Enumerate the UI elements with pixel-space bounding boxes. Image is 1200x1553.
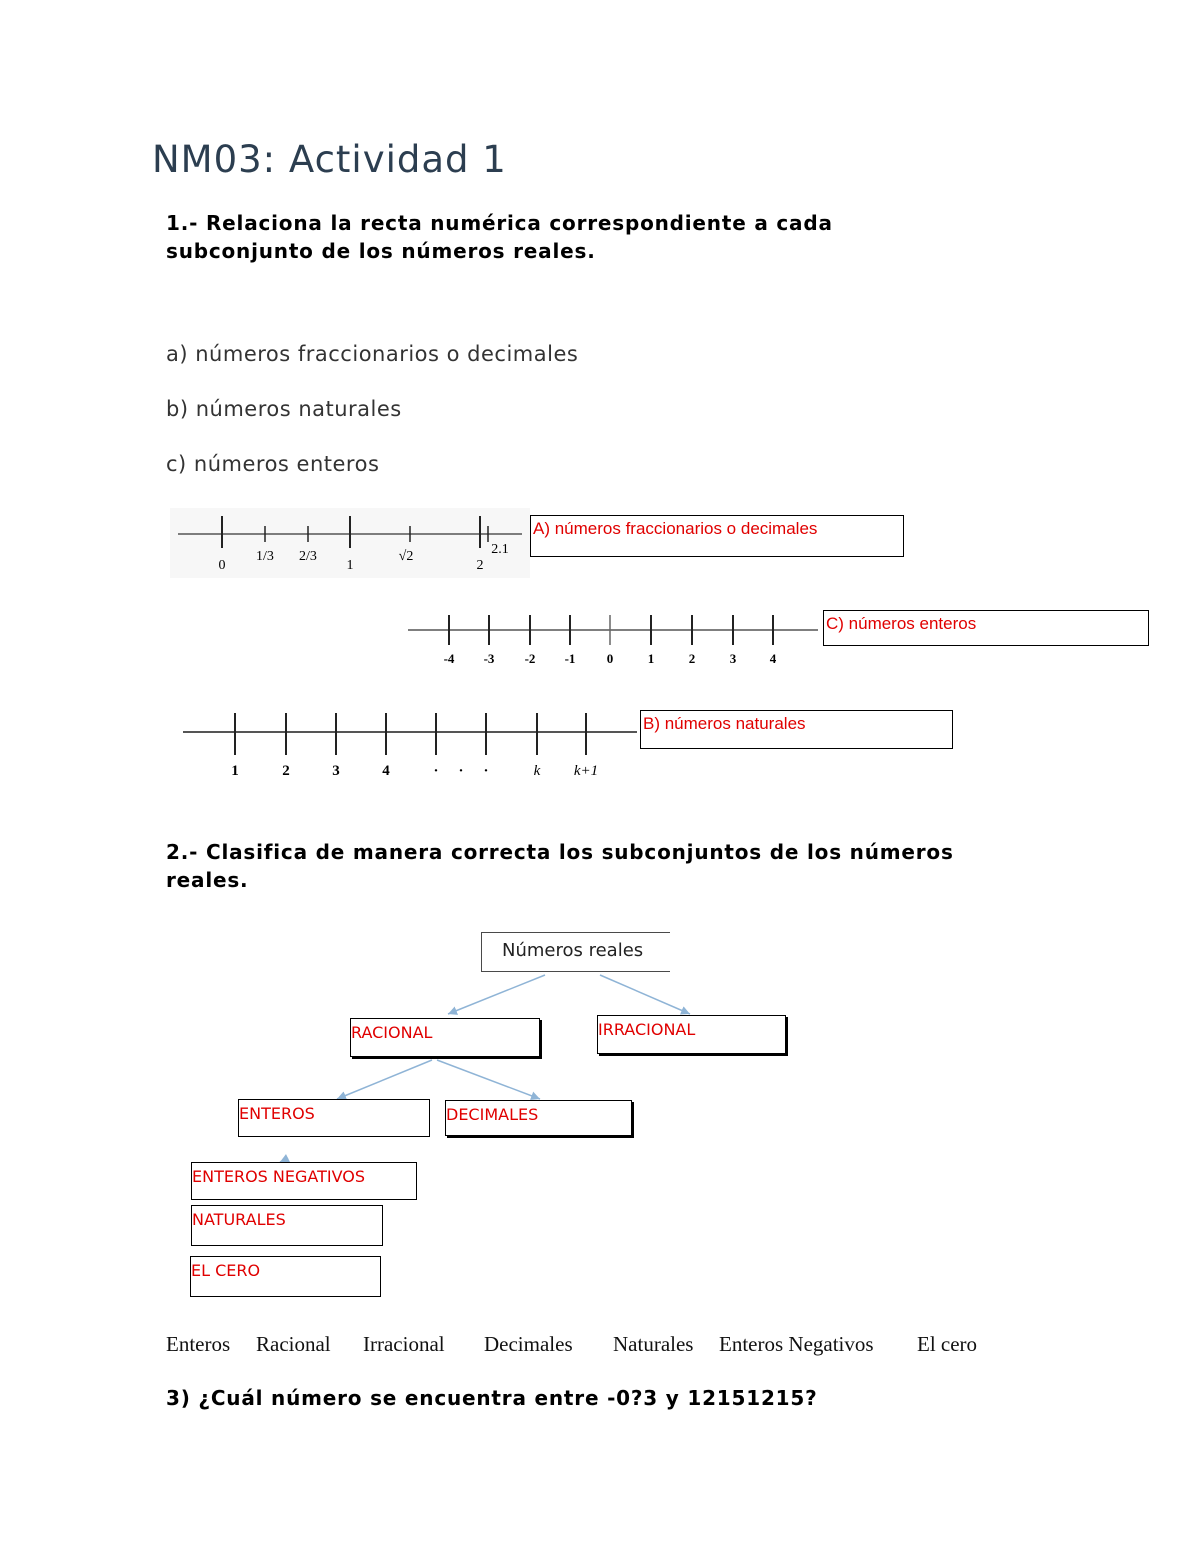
- option-a: a) números fraccionarios o decimales: [166, 342, 579, 366]
- tree-el-cero-label: EL CERO: [191, 1261, 261, 1280]
- tree-box-el-cero[interactable]: [190, 1256, 381, 1297]
- tick-label: 2: [476, 558, 484, 573]
- tick-label: 0: [218, 558, 226, 573]
- tick-label: 4: [769, 651, 777, 666]
- question-3: 3) ¿Cuál número se encuentra entre -0?3 y 12151215?: [166, 1386, 818, 1410]
- tree-box-decimales[interactable]: [445, 1100, 632, 1136]
- tree-root: [481, 932, 670, 972]
- tick-label: 2/3: [299, 549, 317, 564]
- tick-label: 3: [332, 763, 340, 779]
- option-b: b) números naturales: [166, 397, 402, 421]
- tick-label: -1: [564, 651, 576, 666]
- tick-label: 2.1: [491, 542, 509, 557]
- option-c: c) números enteros: [166, 452, 380, 476]
- tick-label: 3: [729, 651, 737, 666]
- tick-label: -4: [443, 651, 455, 666]
- tick-label: 2: [688, 651, 696, 666]
- question-1-line-1: 1.- Relaciona la recta numérica correspondiente a cada: [166, 211, 833, 235]
- tick-label: 1: [346, 558, 354, 573]
- word-bank: [0, 1332, 1200, 1362]
- tick-label: 4: [382, 763, 390, 779]
- word-bank-item: Irracional: [363, 1332, 445, 1356]
- tick-label: ·: [483, 763, 489, 779]
- tree-enteros-label: ENTEROS: [239, 1104, 315, 1123]
- tree-irracional-label: IRRACIONAL: [598, 1020, 696, 1039]
- word-bank-item: Racional: [256, 1332, 331, 1356]
- tick-label: 1: [647, 651, 655, 666]
- tick-label: 2: [282, 763, 290, 779]
- tree-enteros-negativos-label: ENTEROS NEGATIVOS: [192, 1167, 365, 1186]
- tick-label: k+1: [573, 763, 599, 779]
- tick-label: ·: [433, 763, 439, 779]
- page-title: NM03: Actividad 1: [152, 138, 507, 181]
- tree-box-enteros[interactable]: [238, 1099, 430, 1137]
- tick-label: 0: [606, 651, 614, 666]
- tick-label: 1: [231, 763, 239, 779]
- tick-label: -2: [524, 651, 536, 666]
- tree-root-label: Números reales: [502, 940, 644, 961]
- word-bank-item: Naturales: [613, 1332, 694, 1356]
- question-1-line-2: subconjunto de los números reales.: [166, 239, 596, 263]
- tree-decimales-label: DECIMALES: [446, 1105, 539, 1124]
- word-bank-item: El cero: [917, 1332, 978, 1356]
- question-2-line-1: 2.- Clasifica de manera correcta los subconjuntos de los números: [166, 840, 954, 864]
- question-2-line-2: reales.: [166, 868, 249, 892]
- tree-racional-label: RACIONAL: [351, 1023, 433, 1042]
- answer-b-text: B) números naturales: [643, 714, 806, 733]
- word-bank-item: Decimales: [484, 1332, 573, 1356]
- word-bank-item: Enteros Negativos: [719, 1332, 874, 1356]
- answer-c-text: C) números enteros: [826, 614, 977, 633]
- tree-box-naturales[interactable]: [191, 1205, 383, 1246]
- answer-a-text: A) números fraccionarios o decimales: [533, 519, 818, 538]
- tick-label: 1/3: [256, 549, 274, 564]
- tree-box-racional[interactable]: [350, 1018, 540, 1057]
- tick-label: k: [533, 763, 541, 779]
- word-bank-item: Enteros: [166, 1332, 231, 1356]
- tree-box-enteros-negativos[interactable]: [191, 1162, 417, 1200]
- tick-label: ·: [458, 763, 464, 779]
- tick-label: √2: [398, 549, 414, 564]
- tree-naturales-label: NATURALES: [192, 1210, 286, 1229]
- tick-label: -3: [483, 651, 495, 666]
- tree-box-irracional[interactable]: [597, 1015, 786, 1054]
